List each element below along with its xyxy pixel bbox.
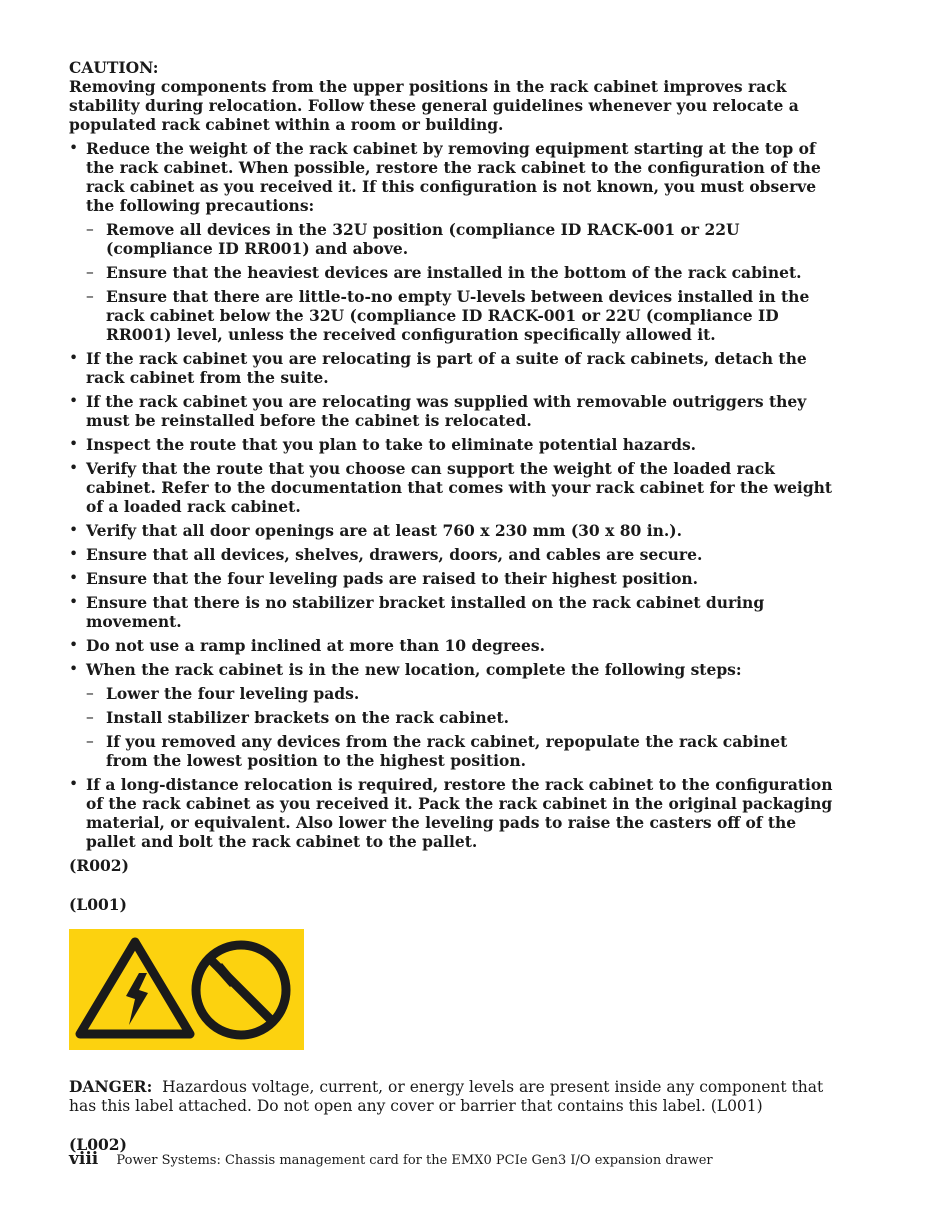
list-item-text: Reduce the weight of the rack cabinet by removing equipment starting at the top of the rack cabinet. When possible, restore the rack cabinet to the configuration of the rack cabinet as you received it. If this configuration is not known, you must observe the following precautions:	[86, 139, 821, 215]
sub-list-item-text: Install stabilizer brackets on the rack cabinet.	[106, 708, 510, 727]
list-item	[69, 593, 834, 631]
sub-list-item-text: Ensure that the heaviest devices are installed in the bottom of the rack cabinet.	[106, 263, 802, 282]
sub-list-item	[86, 708, 834, 727]
sub-list-item-text: Ensure that there are little-to-no empty U-levels between devices installed in the rack cabinet below the 32U (compliance ID RACK-001 or 22U (compliance ID RR001) level, unless the received configuration specifically allowed it.	[106, 287, 810, 344]
sub-list-item	[86, 732, 834, 770]
sub-list-item	[86, 220, 834, 258]
bullet-mark: •	[69, 435, 79, 453]
list-item	[69, 545, 834, 564]
list-item-text: If the rack cabinet you are relocating was supplied with removable outriggers they must be reinstalled before the cabinet is relocated.	[86, 392, 807, 430]
dash-mark: –	[86, 220, 94, 238]
danger-label: DANGER:	[69, 1077, 153, 1096]
caution-heading: CAUTION:	[69, 58, 159, 77]
footer-title: Power Systems: Chassis management card for the EMX0 PCIe Gen3 I/O expansion drawer	[116, 1153, 713, 1168]
list-item-text: Verify that the route that you choose can support the weight of the loaded rack cabinet. Refer to the documentation that comes with your rack cabinet for the weight of a loaded rack cabinet.	[86, 459, 833, 516]
list-item-text: Verify that all door openings are at least 760 x 230 mm (30 x 80 in.).	[86, 521, 683, 540]
list-item	[69, 660, 834, 770]
bullet-mark: •	[69, 349, 79, 367]
list-item-text: Ensure that the four leveling pads are raised to their highest position.	[86, 569, 699, 588]
list-item	[69, 521, 834, 540]
list-item	[69, 392, 834, 430]
page-number: viii	[69, 1149, 99, 1169]
bullet-mark: •	[69, 569, 79, 587]
bullet-mark: •	[69, 593, 79, 611]
list-item	[69, 435, 834, 454]
next-label-code: (L002)	[69, 1135, 127, 1154]
sub-list-item	[86, 684, 834, 703]
page-content	[69, 58, 834, 1154]
list-item-text: Ensure that there is no stabilizer bracket installed on the rack cabinet during movement.	[86, 593, 765, 631]
dash-mark: –	[86, 263, 94, 281]
list-item	[69, 139, 834, 344]
list-item-text: If a long-distance relocation is required, restore the rack cabinet to the configuration of the rack cabinet as you received it. Pack the rack cabinet in the original packaging material, or equivalent. Also lower the leveling pads to raise the casters off of the pallet and bolt the rack cabinet to the pallet.	[86, 775, 833, 851]
list-item	[69, 349, 834, 387]
bullet-mark: •	[69, 636, 79, 654]
list-item	[69, 569, 834, 588]
sub-list	[86, 684, 834, 770]
list-item	[69, 636, 834, 655]
sub-list	[86, 220, 834, 344]
bullet-mark: •	[69, 545, 79, 563]
sub-list-item-text: If you removed any devices from the rack cabinet, repopulate the rack cabinet from the lowest position to the highest position.	[106, 732, 788, 770]
dash-mark: –	[86, 708, 94, 726]
label-code: (L001)	[69, 895, 127, 914]
sub-list-item	[86, 287, 834, 344]
bullet-mark: •	[69, 521, 79, 539]
dash-mark: –	[86, 287, 94, 305]
danger-notice	[69, 1077, 834, 1116]
list-item-text: Ensure that all devices, shelves, drawers, doors, and cables are secure.	[86, 545, 703, 564]
caution-intro: Removing components from the upper positions in the rack cabinet improves rack stability during relocation. Follow these general guidelines whenever you relocate a populated rack cabinet within a room or building.	[69, 77, 799, 134]
sub-list-item-text: Lower the four leveling pads.	[106, 684, 360, 703]
list-item	[69, 459, 834, 516]
list-item-text: Inspect the route that you plan to take to eliminate potential hazards.	[86, 435, 697, 454]
sub-list-item	[86, 263, 834, 282]
dash-mark: –	[86, 684, 94, 702]
list-item-text: When the rack cabinet is in the new location, complete the following steps:	[86, 660, 742, 679]
list-item-text: Do not use a ramp inclined at more than 10 degrees.	[86, 636, 546, 655]
list-item-text: If the rack cabinet you are relocating is part of a suite of rack cabinets, detach the rack cabinet from the suite.	[86, 349, 807, 387]
hazard-label	[69, 929, 304, 1050]
caution-code: (R002)	[69, 856, 129, 875]
danger-text: Hazardous voltage, current, or energy levels are present inside any component that has this label attached. Do not open any cover or barrier that contains this label. (L001)	[69, 1078, 824, 1115]
caution-list	[69, 139, 834, 851]
bullet-mark: •	[69, 660, 79, 678]
list-item	[69, 775, 834, 851]
bullet-mark: •	[69, 459, 79, 477]
dash-mark: –	[86, 732, 94, 750]
sub-list-item-text: Remove all devices in the 32U position (compliance ID RACK-001 or 22U (compliance ID RR001) and above.	[106, 220, 740, 258]
bullet-mark: •	[69, 775, 79, 793]
bullet-mark: •	[69, 392, 79, 410]
bullet-mark: •	[69, 139, 79, 157]
page-footer	[69, 1150, 713, 1170]
